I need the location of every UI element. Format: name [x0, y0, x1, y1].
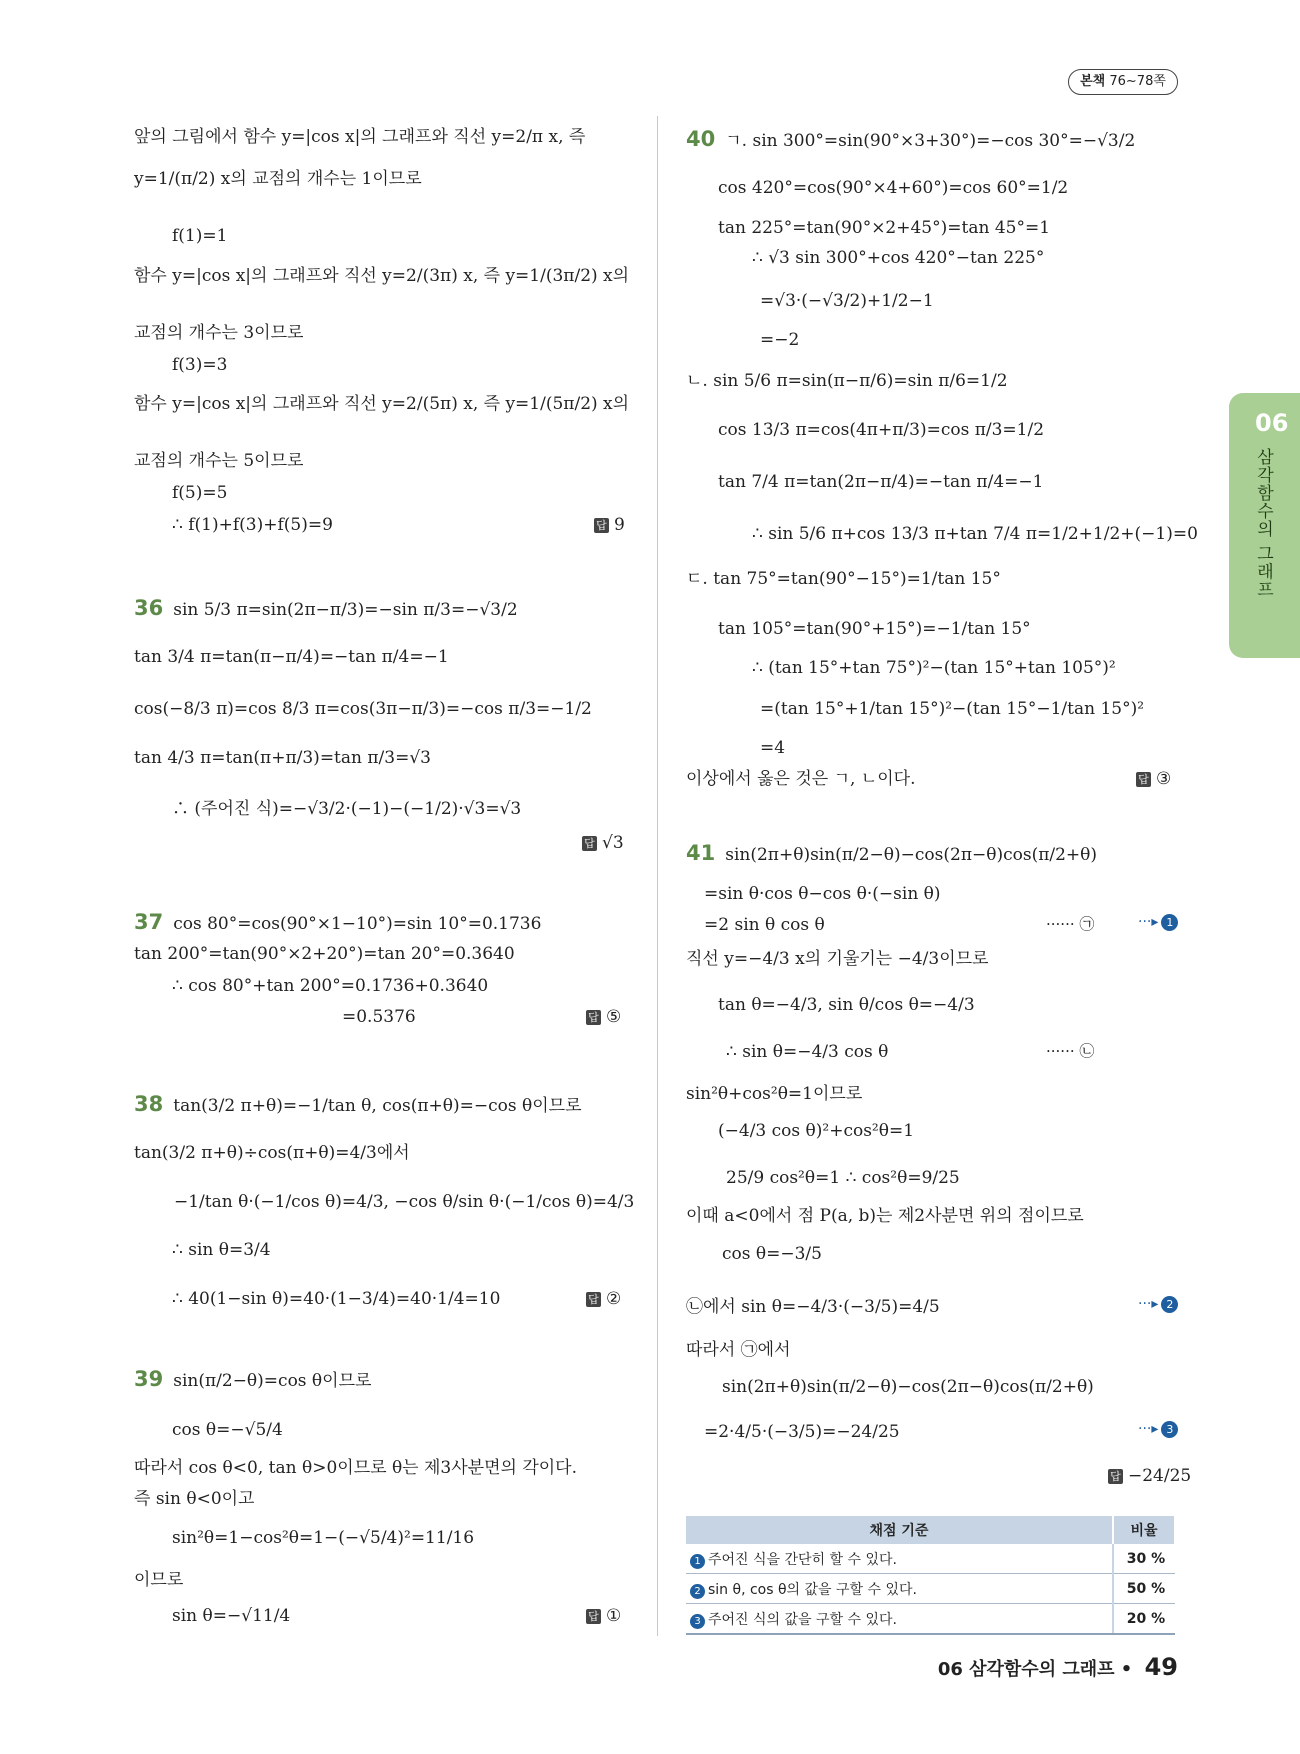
- text-line: ∴ sin θ=−4/3 cos θ: [726, 1042, 889, 1062]
- footer-chapter: 06 삼각함수의 그래프: [937, 1659, 1115, 1680]
- table-row: 2 sin θ, cos θ의 값을 구할 수 있다. 50 %: [686, 1574, 1175, 1604]
- text-line: 이므로: [134, 1570, 184, 1590]
- criteria-header: 채점 기준: [686, 1516, 1113, 1544]
- text-line: 함수 y=|cos x|의 그래프와 직선 y=2/(3π) x, 즉 y=1/(3π/2) x의: [134, 266, 630, 286]
- text-line: =sin θ·cos θ−cos θ·(−sin θ): [704, 884, 941, 904]
- ratio-header: 비율: [1113, 1516, 1175, 1544]
- text-line: f(3)=3: [172, 355, 228, 375]
- problem-number: 38: [134, 1092, 164, 1116]
- text-line: 교점의 개수는 3이므로: [134, 323, 304, 343]
- text-line: f(1)=1: [172, 226, 228, 246]
- text-line: tan 3/4 π=tan(π−π/4)=−tan π/4=−1: [134, 647, 449, 667]
- text-line: tan 105°=tan(90°+15°)=−1/tan 15°: [718, 619, 1031, 639]
- problem-40-line: 40 ㄱ. sin 300°=sin(90°×3+30°)=−cos 30°=−√3/2: [686, 127, 1136, 151]
- text-line: ∴ (tan 15°+tan 75°)²−(tan 15°+tan 105°)²: [752, 658, 1116, 678]
- text-line: cos θ=−√5/4: [172, 1420, 283, 1440]
- problem-36-line: 36 sin 5/3 π=sin(2π−π/3)=−sin π/3=−√3/2: [134, 596, 518, 620]
- step-marker: ···▸ 2: [1138, 1296, 1178, 1313]
- answer-icon: 답: [586, 1292, 601, 1307]
- scoring-criteria-table: [686, 1516, 1176, 1635]
- text-line: ∴ sin 5/6 π+cos 13/3 π+tan 7/4 π=1/2+1/2+(−1)=0: [752, 524, 1198, 544]
- chapter-title: 삼각함수의 그래프: [1253, 448, 1273, 599]
- answer-40: 답 ③: [1136, 767, 1171, 791]
- problem-number: 37: [134, 910, 164, 934]
- text-line: ∴ √3 sin 300°+cos 420°−tan 225°: [752, 248, 1045, 268]
- column-divider: [657, 116, 658, 1636]
- answer-38: 답 ②: [586, 1287, 621, 1311]
- text-line: sin(2π+θ)sin(π/2−θ)−cos(2π−θ)cos(π/2+θ): [722, 1377, 1094, 1397]
- text-line: ㄷ. tan 75°=tan(90°−15°)=1/tan 15°: [686, 569, 1001, 589]
- text-line: cos θ=−3/5: [722, 1244, 822, 1264]
- text-line: ∴ (주어진 식)=−√3/2·(−1)−(−1/2)·√3=√3: [172, 799, 522, 819]
- answer-icon: 답: [1136, 772, 1151, 787]
- text-line: tan θ=−4/3, sin θ/cos θ=−4/3: [718, 995, 975, 1015]
- problem-number: 36: [134, 596, 164, 620]
- text-line: 직선 y=−4/3 x의 기울기는 −4/3이므로: [686, 949, 989, 969]
- problem-41-line: 41 sin(2π+θ)sin(π/2−θ)−cos(2π−θ)cos(π/2+θ): [686, 841, 1098, 865]
- page-footer: [938, 1653, 1178, 1681]
- page-reference-badge: 본책 76~78쪽: [1068, 69, 1178, 95]
- text-line: tan 225°=tan(90°×2+45°)=tan 45°=1: [718, 218, 1051, 238]
- text-line: =4: [760, 738, 786, 758]
- answer-39: 답 ①: [586, 1604, 621, 1628]
- answer-icon: 답: [586, 1609, 601, 1624]
- chapter-side-tab: [1229, 393, 1300, 658]
- text-line: 따라서 ㉠에서: [686, 1340, 791, 1360]
- text-line: tan(3/2 π+θ)÷cos(π+θ)=4/3에서: [134, 1143, 410, 1163]
- answer-37: 답 ⑤: [586, 1005, 621, 1029]
- text-line: =2 sin θ cos θ: [704, 915, 825, 935]
- text-line: 교점의 개수는 5이므로: [134, 451, 304, 471]
- text-line: cos 420°=cos(90°×4+60°)=cos 60°=1/2: [718, 178, 1069, 198]
- text-line: f(5)=5: [172, 483, 228, 503]
- text-line: 함수 y=|cos x|의 그래프와 직선 y=2/(5π) x, 즉 y=1/(5π/2) x의: [134, 394, 630, 414]
- answer-icon: 답: [594, 518, 609, 533]
- text-line: tan 4/3 π=tan(π+π/3)=tan π/3=√3: [134, 748, 431, 768]
- text-line: 따라서 cos θ<0, tan θ>0이므로 θ는 제3사분면의 각이다.: [134, 1458, 577, 1478]
- table-row: 1 주어진 식을 간단히 할 수 있다. 30 %: [686, 1544, 1175, 1574]
- answer-icon: 답: [582, 836, 597, 851]
- problem-number: 40: [686, 127, 716, 151]
- step-marker: ···▸ 3: [1138, 1421, 1178, 1438]
- step-marker: ···▸ 1: [1138, 914, 1178, 931]
- answer-icon: 답: [1108, 1469, 1123, 1484]
- problem-39-line: 39 sin(π/2−θ)=cos θ이므로: [134, 1367, 372, 1391]
- text-line: cos(−8/3 π)=cos 8/3 π=cos(3π−π/3)=−cos π/3=−1/2: [134, 699, 592, 719]
- page-number: 49: [1144, 1653, 1178, 1681]
- text-line: −1/tan θ·(−1/cos θ)=4/3, −cos θ/sin θ·(−1/cos θ)=4/3: [174, 1192, 635, 1212]
- text-line: (−4/3 cos θ)²+cos²θ=1: [718, 1121, 915, 1141]
- text-line: ∴ f(1)+f(3)+f(5)=9: [172, 515, 333, 535]
- text-line: 25/9 cos²θ=1 ∴ cos²θ=9/25: [726, 1168, 960, 1188]
- footer-separator: •: [1120, 1659, 1133, 1680]
- answer-35: 답 9: [594, 513, 625, 537]
- text-line: ㉡에서 sin θ=−4/3·(−3/5)=4/5: [686, 1297, 940, 1317]
- text-line: =(tan 15°+1/tan 15°)²−(tan 15°−1/tan 15°)²: [760, 699, 1145, 719]
- text-line: ∴ cos 80°+tan 200°=0.1736+0.3640: [172, 976, 489, 996]
- text-line: 이때 a<0에서 점 P(a, b)는 제2사분면 위의 점이므로: [686, 1206, 1084, 1226]
- answer-36: 답 √3: [582, 831, 624, 855]
- chapter-number: 06: [1255, 409, 1289, 437]
- problem-number: 39: [134, 1367, 164, 1391]
- text-line: 앞의 그림에서 함수 y=|cos x|의 그래프와 직선 y=2/π x, 즉: [134, 127, 586, 147]
- equation-marker: ······ ㉡: [1046, 1042, 1095, 1060]
- answer-41: 답 −24/25: [1108, 1464, 1191, 1488]
- problem-number: 41: [686, 841, 716, 865]
- text-line: tan 7/4 π=tan(2π−π/4)=−tan π/4=−1: [718, 472, 1044, 492]
- text-line: ㄴ. sin 5/6 π=sin(π−π/6)=sin π/6=1/2: [686, 371, 1008, 391]
- text-line: =−2: [760, 330, 800, 350]
- problem-38-line: 38 tan(3/2 π+θ)=−1/tan θ, cos(π+θ)=−cos θ이므로: [134, 1092, 582, 1116]
- problem-37-line: 37 cos 80°=cos(90°×1−10°)=sin 10°=0.1736: [134, 910, 542, 934]
- text-line: tan 200°=tan(90°×2+20°)=tan 20°=0.3640: [134, 944, 515, 964]
- text-line: sin²θ=1−cos²θ=1−(−√5/4)²=11/16: [172, 1528, 475, 1548]
- text-line: ∴ 40(1−sin θ)=40·(1−3/4)=40·1/4=10: [172, 1289, 501, 1309]
- text-line: =2·4/5·(−3/5)=−24/25: [704, 1422, 900, 1442]
- text-line: 이상에서 옳은 것은 ㄱ, ㄴ이다.: [686, 769, 916, 789]
- answer-icon: 답: [586, 1010, 601, 1025]
- text-line: ∴ sin θ=3/4: [172, 1240, 271, 1260]
- text-line: =0.5376: [342, 1007, 416, 1027]
- text-line: 즉 sin θ<0이고: [134, 1489, 255, 1509]
- text-line: =√3·(−√3/2)+1/2−1: [760, 291, 934, 311]
- text-line: y=1/(π/2) x의 교점의 개수는 1이므로: [134, 169, 422, 189]
- table-row: 3 주어진 식의 값을 구할 수 있다. 20 %: [686, 1604, 1175, 1635]
- text-line: sin²θ+cos²θ=1이므로: [686, 1084, 863, 1104]
- equation-marker: ······ ㉠: [1046, 915, 1095, 933]
- text-line: sin θ=−√11/4: [172, 1606, 291, 1626]
- text-line: cos 13/3 π=cos(4π+π/3)=cos π/3=1/2: [718, 420, 1045, 440]
